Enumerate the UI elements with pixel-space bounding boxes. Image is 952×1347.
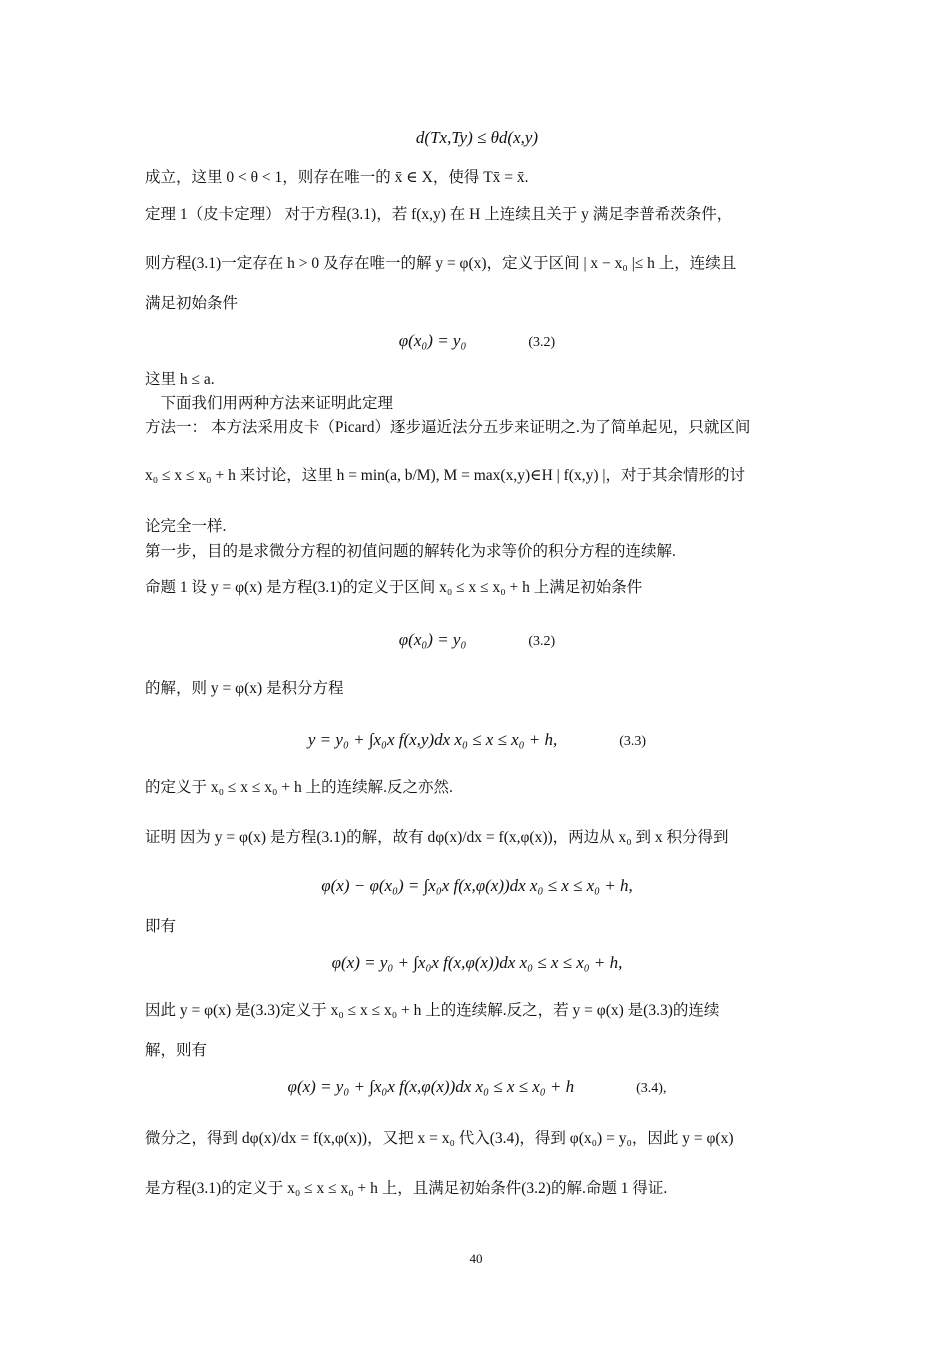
text-line: 则方程(3.1)一定存在 h > 0 及存在唯一的解 y = φ(x)，定义于区间 | x − x₀ |≤ h 上，连续且: [145, 255, 737, 272]
proof-line: 证明 因为 y = φ(x) 是方程(3.1)的解，故有 dφ(x)/dx = f(x,φ(x))，两边从 x₀ 到 x 积分得到: [145, 829, 729, 846]
equation-body: φ(x₀) = y₀: [398, 331, 467, 350]
text-line: 满足初始条件: [145, 295, 239, 312]
equation-tag: (3.2): [528, 335, 556, 350]
equation-integral-form: φ(x) = y₀ + ∫x₀x f(x,φ(x))dx x₀ ≤ x ≤ x₀ + h,: [331, 953, 623, 972]
equation-body: φ(x) = y₀ + ∫x₀x f(x,φ(x))dx x₀ ≤ x ≤ x₀ + h: [287, 1077, 575, 1096]
text-line: 论完全一样.: [145, 518, 227, 535]
equation-3-3: [145, 727, 809, 755]
equation-tag: (3.4),: [636, 1081, 667, 1096]
text-line: 是方程(3.1)的定义于 x₀ ≤ x ≤ x₀ + h 上，且满足初始条件(3.2)的解.命题 1 得证.: [145, 1180, 668, 1197]
theorem-1-line: 定理 1（皮卡定理） 对于方程(3.1)，若 f(x,y) 在 H 上连续且关于 y 满足李普希茨条件，: [145, 206, 733, 223]
equation-tag: (3.3): [619, 734, 647, 749]
equation-body: y = y₀ + ∫x₀x f(x,y)dx x₀ ≤ x ≤ x₀ + h,: [307, 730, 558, 749]
text-line: 的定义于 x₀ ≤ x ≤ x₀ + h 上的连续解.反之亦然.: [145, 779, 453, 796]
text-line: 成立，这里 0 < θ < 1，则存在唯一的 x̄ ∈ X，使得 Tx̄ = x̄.: [145, 169, 529, 186]
page-number: 40: [469, 1251, 483, 1266]
text-line: 微分之，得到 dφ(x)/dx = f(x,φ(x))，又把 x = x₀ 代入(3.4)，得到 φ(x₀) = y₀，因此 y = φ(x): [145, 1130, 734, 1147]
text-line: x₀ ≤ x ≤ x₀ + h 来讨论，这里 h = min(a, b/M), M = max(x,y)∈H | f(x,y) |，对于其余情形的讨: [145, 467, 745, 484]
equation-tag: (3.2): [528, 634, 556, 649]
equation-3-2-repeat: [145, 627, 809, 655]
equation-integral: φ(x) − φ(x₀) = ∫x₀x f(x,φ(x))dx x₀ ≤ x ≤ x₀ + h,: [321, 876, 633, 895]
proposition-1-line: 命题 1 设 y = φ(x) 是方程(3.1)的定义于区间 x₀ ≤ x ≤ x₀ + h 上满足初始条件: [145, 579, 643, 596]
method-one-line: 方法一： 本方法采用皮卡（Picard）逐步逼近法分五步来证明之.为了简单起见，只就区间: [145, 419, 751, 436]
equation-contraction: d(Tx,Ty) ≤ θd(x,y): [415, 128, 539, 147]
text-line: 即有: [145, 918, 177, 935]
text-line: 这里 h ≤ a.: [145, 371, 215, 388]
text-line: 的解，则 y = φ(x) 是积分方程: [145, 680, 344, 697]
text-line: 下面我们用两种方法来证明此定理: [145, 395, 394, 412]
step-one-line: 第一步，目的是求微分方程的初值问题的解转化为求等价的积分方程的连续解.: [145, 543, 676, 560]
equation-3-2: [145, 328, 809, 356]
equation-3-4: [145, 1074, 809, 1102]
text-line: 因此 y = φ(x) 是(3.3)定义于 x₀ ≤ x ≤ x₀ + h 上的连续解.反之，若 y = φ(x) 是(3.3)的连续: [145, 1002, 720, 1019]
equation-body: φ(x₀) = y₀: [398, 630, 467, 649]
text-line: 解，则有: [145, 1042, 208, 1059]
